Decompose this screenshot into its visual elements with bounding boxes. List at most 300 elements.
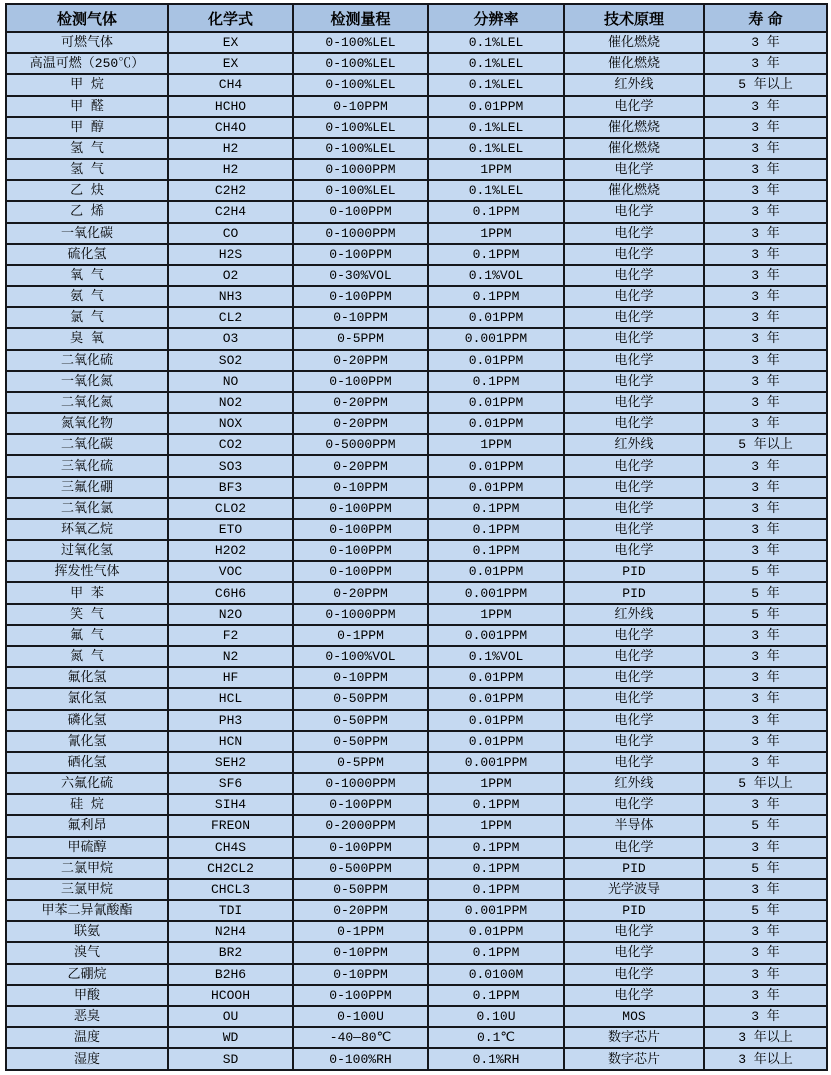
cell-chemical-formula: C2H4 [168,201,293,222]
cell-technology: 电化学 [564,350,704,371]
cell-gas-name: 六氟化硫 [6,773,168,794]
cell-gas-name: 二氧化氮 [6,392,168,413]
table-row [6,392,827,413]
cell-lifespan: 5 年 [704,561,827,582]
table-row [6,223,827,244]
header-lifespan: 寿 命 [704,4,827,32]
cell-gas-name: 环氧乙烷 [6,519,168,540]
cell-gas-name: 一氧化碳 [6,223,168,244]
cell-technology: 电化学 [564,688,704,709]
cell-gas-name: 硫化氢 [6,244,168,265]
cell-resolution: 0.1PPM [428,540,564,561]
cell-lifespan: 5 年 [704,582,827,603]
cell-technology: 催化燃烧 [564,138,704,159]
cell-technology: 催化燃烧 [564,117,704,138]
cell-resolution: 0.01PPM [428,96,564,117]
cell-technology: 电化学 [564,625,704,646]
cell-lifespan: 3 年 [704,1006,827,1027]
cell-technology: 电化学 [564,96,704,117]
cell-lifespan: 5 年以上 [704,74,827,95]
cell-detection-range: 0-100%LEL [293,180,428,201]
cell-lifespan: 3 年 [704,498,827,519]
cell-technology: 电化学 [564,244,704,265]
cell-lifespan: 3 年 [704,794,827,815]
table-row [6,328,827,349]
cell-gas-name: 三氯甲烷 [6,879,168,900]
cell-lifespan: 3 年 [704,265,827,286]
cell-lifespan: 3 年 [704,837,827,858]
cell-chemical-formula: SO3 [168,455,293,476]
cell-gas-name: 三氧化硫 [6,455,168,476]
cell-chemical-formula: CLO2 [168,498,293,519]
table-row [6,985,827,1006]
cell-lifespan: 3 年 [704,752,827,773]
table-row [6,1048,827,1070]
cell-gas-name: 二氧化氯 [6,498,168,519]
cell-resolution: 0.0100M [428,964,564,985]
cell-gas-name: 甲酸 [6,985,168,1006]
cell-gas-name: 甲 烷 [6,74,168,95]
cell-gas-name: 联氨 [6,921,168,942]
cell-lifespan: 3 年 [704,371,827,392]
cell-resolution: 1PPM [428,434,564,455]
cell-technology: 电化学 [564,837,704,858]
table-row [6,498,827,519]
cell-resolution: 0.1%LEL [428,32,564,53]
cell-resolution: 0.01PPM [428,307,564,328]
cell-chemical-formula: BF3 [168,477,293,498]
cell-lifespan: 3 年 [704,117,827,138]
cell-detection-range: 0-30%VOL [293,265,428,286]
cell-detection-range: 0-100%LEL [293,53,428,74]
table-row [6,138,827,159]
cell-gas-name: 臭 氧 [6,328,168,349]
cell-technology: 电化学 [564,942,704,963]
cell-lifespan: 3 年 [704,138,827,159]
cell-chemical-formula: SIH4 [168,794,293,815]
cell-gas-name: 甲 苯 [6,582,168,603]
cell-chemical-formula: PH3 [168,710,293,731]
cell-detection-range: 0-100PPM [293,540,428,561]
cell-technology: 电化学 [564,710,704,731]
cell-lifespan: 3 年 [704,942,827,963]
cell-lifespan: 3 年 [704,328,827,349]
cell-lifespan: 3 年 [704,350,827,371]
cell-resolution: 0.1%LEL [428,180,564,201]
cell-gas-name: 氧 气 [6,265,168,286]
cell-gas-name: 甲 醇 [6,117,168,138]
cell-resolution: 0.01PPM [428,413,564,434]
cell-technology: 数字芯片 [564,1027,704,1048]
cell-gas-name: 恶臭 [6,1006,168,1027]
cell-resolution: 0.01PPM [428,731,564,752]
cell-detection-range: 0-20PPM [293,392,428,413]
table-row [6,413,827,434]
cell-resolution: 0.1PPM [428,244,564,265]
gas-sensor-spec-table-wrap [5,3,826,1071]
cell-technology: 电化学 [564,477,704,498]
cell-lifespan: 3 年 [704,646,827,667]
cell-gas-name: 甲 醛 [6,96,168,117]
table-row [6,688,827,709]
cell-lifespan: 5 年 [704,815,827,836]
cell-technology: 电化学 [564,413,704,434]
table-row [6,286,827,307]
cell-chemical-formula: N2O [168,604,293,625]
cell-lifespan: 3 年 [704,667,827,688]
cell-chemical-formula: SF6 [168,773,293,794]
cell-chemical-formula: O2 [168,265,293,286]
cell-technology: 电化学 [564,371,704,392]
cell-technology: 电化学 [564,964,704,985]
cell-detection-range: 0-10PPM [293,667,428,688]
cell-resolution: 1PPM [428,604,564,625]
cell-resolution: 0.1%VOL [428,646,564,667]
cell-technology: 电化学 [564,731,704,752]
cell-detection-range: 0-10PPM [293,942,428,963]
cell-technology: 电化学 [564,328,704,349]
cell-resolution: 0.1PPM [428,371,564,392]
cell-lifespan: 3 年 [704,307,827,328]
cell-resolution: 1PPM [428,159,564,180]
cell-resolution: 0.1PPM [428,858,564,879]
cell-gas-name: 乙 烯 [6,201,168,222]
table-row [6,794,827,815]
cell-chemical-formula: HCN [168,731,293,752]
table-row [6,773,827,794]
cell-resolution: 1PPM [428,223,564,244]
cell-detection-range: 0-100U [293,1006,428,1027]
cell-detection-range: 0-5PPM [293,328,428,349]
table-row [6,858,827,879]
cell-chemical-formula: C6H6 [168,582,293,603]
cell-gas-name: 硅 烷 [6,794,168,815]
cell-technology: 电化学 [564,286,704,307]
cell-lifespan: 3 年 [704,964,827,985]
cell-detection-range: 0-1000PPM [293,604,428,625]
cell-resolution: 0.1PPM [428,794,564,815]
header-resolution: 分辨率 [428,4,564,32]
cell-detection-range: 0-50PPM [293,731,428,752]
cell-lifespan: 3 年 [704,159,827,180]
cell-chemical-formula: WD [168,1027,293,1048]
cell-gas-name: 氟利昂 [6,815,168,836]
cell-technology: 电化学 [564,392,704,413]
cell-gas-name: 氟化氢 [6,667,168,688]
cell-chemical-formula: CH4 [168,74,293,95]
cell-chemical-formula: OU [168,1006,293,1027]
cell-gas-name: 二氧化碳 [6,434,168,455]
cell-lifespan: 3 年 [704,201,827,222]
cell-chemical-formula: HCOOH [168,985,293,1006]
table-row [6,900,827,921]
cell-technology: 电化学 [564,265,704,286]
cell-chemical-formula: SD [168,1048,293,1070]
table-row [6,244,827,265]
cell-lifespan: 3 年 [704,477,827,498]
cell-chemical-formula: NH3 [168,286,293,307]
cell-resolution: 0.1PPM [428,286,564,307]
cell-chemical-formula: H2O2 [168,540,293,561]
cell-detection-range: 0-10PPM [293,307,428,328]
cell-technology: 电化学 [564,223,704,244]
cell-lifespan: 5 年 [704,900,827,921]
cell-gas-name: 可燃气体 [6,32,168,53]
cell-lifespan: 5 年以上 [704,773,827,794]
cell-gas-name: 三氟化硼 [6,477,168,498]
cell-detection-range: 0-100PPM [293,985,428,1006]
cell-detection-range: 0-100PPM [293,498,428,519]
cell-detection-range: 0-1000PPM [293,773,428,794]
cell-detection-range: 0-1PPM [293,625,428,646]
cell-resolution: 0.01PPM [428,455,564,476]
table-row [6,117,827,138]
cell-technology: PID [564,561,704,582]
cell-detection-range: 0-1000PPM [293,223,428,244]
table-row [6,519,827,540]
table-row [6,434,827,455]
cell-detection-range: 0-100%LEL [293,32,428,53]
cell-resolution: 0.01PPM [428,688,564,709]
cell-detection-range: 0-1PPM [293,921,428,942]
cell-chemical-formula: F2 [168,625,293,646]
table-row [6,74,827,95]
cell-resolution: 0.1PPM [428,942,564,963]
cell-lifespan: 3 年 [704,519,827,540]
cell-gas-name: 温度 [6,1027,168,1048]
cell-gas-name: 甲苯二异氰酸酯 [6,900,168,921]
cell-lifespan: 3 年以上 [704,1027,827,1048]
cell-detection-range: 0-5000PPM [293,434,428,455]
table-row [6,964,827,985]
table-row [6,307,827,328]
cell-technology: 电化学 [564,540,704,561]
cell-gas-name: 一氧化氮 [6,371,168,392]
cell-gas-name: 高温可燃（250℃） [6,53,168,74]
table-row [6,96,827,117]
cell-gas-name: 硒化氢 [6,752,168,773]
cell-resolution: 0.1%LEL [428,53,564,74]
cell-gas-name: 氢 气 [6,159,168,180]
cell-resolution: 0.1PPM [428,985,564,1006]
cell-gas-name: 挥发性气体 [6,561,168,582]
cell-chemical-formula: EX [168,32,293,53]
cell-chemical-formula: NOX [168,413,293,434]
table-row [6,1027,827,1048]
cell-technology: 催化燃烧 [564,180,704,201]
cell-lifespan: 3 年 [704,540,827,561]
cell-resolution: 1PPM [428,773,564,794]
cell-chemical-formula: CH2CL2 [168,858,293,879]
table-row [6,265,827,286]
table-row [6,837,827,858]
table-body [6,32,827,1070]
table-row [6,53,827,74]
cell-chemical-formula: C2H2 [168,180,293,201]
cell-lifespan: 5 年以上 [704,434,827,455]
cell-gas-name: 乙 炔 [6,180,168,201]
table-row [6,477,827,498]
cell-lifespan: 3 年 [704,710,827,731]
cell-resolution: 0.01PPM [428,350,564,371]
cell-gas-name: 湿度 [6,1048,168,1070]
cell-technology: 电化学 [564,752,704,773]
cell-lifespan: 3 年 [704,625,827,646]
table-row [6,752,827,773]
cell-chemical-formula: CL2 [168,307,293,328]
cell-resolution: 1PPM [428,815,564,836]
cell-technology: 光学波导 [564,879,704,900]
header-detection-range: 检测量程 [293,4,428,32]
cell-lifespan: 3 年 [704,392,827,413]
cell-gas-name: 氮氧化物 [6,413,168,434]
cell-gas-name: 笑 气 [6,604,168,625]
cell-technology: 催化燃烧 [564,53,704,74]
cell-chemical-formula: HCL [168,688,293,709]
cell-technology: 催化燃烧 [564,32,704,53]
table-row [6,350,827,371]
cell-resolution: 0.1PPM [428,201,564,222]
cell-detection-range: 0-20PPM [293,900,428,921]
table-row [6,32,827,53]
cell-chemical-formula: O3 [168,328,293,349]
cell-chemical-formula: ETO [168,519,293,540]
cell-technology: 电化学 [564,667,704,688]
cell-technology: 红外线 [564,604,704,625]
table-row [6,159,827,180]
cell-gas-name: 磷化氢 [6,710,168,731]
cell-chemical-formula: CH4S [168,837,293,858]
cell-resolution: 0.1%RH [428,1048,564,1070]
cell-resolution: 0.001PPM [428,900,564,921]
cell-detection-range: 0-50PPM [293,688,428,709]
cell-lifespan: 3 年 [704,413,827,434]
cell-detection-range: 0-100PPM [293,371,428,392]
cell-chemical-formula: H2 [168,138,293,159]
cell-resolution: 0.01PPM [428,392,564,413]
cell-chemical-formula: B2H6 [168,964,293,985]
cell-technology: 电化学 [564,307,704,328]
cell-resolution: 0.001PPM [428,582,564,603]
cell-lifespan: 3 年 [704,731,827,752]
cell-detection-range: 0-100%LEL [293,74,428,95]
cell-technology: PID [564,858,704,879]
cell-lifespan: 3 年 [704,223,827,244]
table-row [6,604,827,625]
cell-detection-range: 0-20PPM [293,582,428,603]
cell-detection-range: 0-100PPM [293,244,428,265]
cell-chemical-formula: CO [168,223,293,244]
cell-chemical-formula: FREON [168,815,293,836]
cell-resolution: 0.01PPM [428,710,564,731]
table-row [6,942,827,963]
cell-gas-name: 氨 气 [6,286,168,307]
cell-detection-range: 0-100%VOL [293,646,428,667]
cell-lifespan: 3 年 [704,879,827,900]
cell-lifespan: 3 年 [704,286,827,307]
cell-resolution: 0.001PPM [428,752,564,773]
cell-gas-name: 二氯甲烷 [6,858,168,879]
cell-lifespan: 5 年 [704,858,827,879]
cell-technology: MOS [564,1006,704,1027]
table-row [6,710,827,731]
cell-gas-name: 氯化氢 [6,688,168,709]
cell-chemical-formula: SO2 [168,350,293,371]
cell-lifespan: 3 年 [704,985,827,1006]
cell-chemical-formula: HF [168,667,293,688]
cell-technology: 电化学 [564,519,704,540]
cell-detection-range: 0-500PPM [293,858,428,879]
cell-technology: 半导体 [564,815,704,836]
cell-gas-name: 氢 气 [6,138,168,159]
cell-resolution: 0.01PPM [428,667,564,688]
cell-chemical-formula: CH4O [168,117,293,138]
cell-resolution: 0.1℃ [428,1027,564,1048]
cell-detection-range: 0-2000PPM [293,815,428,836]
cell-detection-range: 0-100PPM [293,286,428,307]
cell-detection-range: 0-50PPM [293,710,428,731]
cell-technology: 电化学 [564,498,704,519]
cell-technology: 数字芯片 [564,1048,704,1070]
cell-technology: 电化学 [564,985,704,1006]
cell-resolution: 0.01PPM [428,477,564,498]
cell-detection-range: -40—80℃ [293,1027,428,1048]
header-chemical-formula: 化学式 [168,4,293,32]
cell-detection-range: 0-20PPM [293,350,428,371]
cell-chemical-formula: NO [168,371,293,392]
cell-chemical-formula: HCHO [168,96,293,117]
cell-detection-range: 0-100PPM [293,201,428,222]
cell-resolution: 0.01PPM [428,921,564,942]
cell-technology: 电化学 [564,794,704,815]
cell-lifespan: 3 年 [704,921,827,942]
cell-chemical-formula: N2H4 [168,921,293,942]
cell-detection-range: 0-100PPM [293,794,428,815]
cell-technology: 电化学 [564,201,704,222]
cell-technology: PID [564,582,704,603]
cell-detection-range: 0-10PPM [293,477,428,498]
table-row [6,180,827,201]
cell-resolution: 0.1%LEL [428,74,564,95]
cell-chemical-formula: SEH2 [168,752,293,773]
cell-chemical-formula: BR2 [168,942,293,963]
cell-detection-range: 0-5PPM [293,752,428,773]
table-row [6,646,827,667]
table-row [6,371,827,392]
table-row [6,625,827,646]
cell-gas-name: 氯 气 [6,307,168,328]
cell-gas-name: 乙硼烷 [6,964,168,985]
table-row [6,731,827,752]
table-row [6,667,827,688]
table-row [6,582,827,603]
cell-chemical-formula: CO2 [168,434,293,455]
gas-sensor-spec-table [5,3,828,1071]
cell-detection-range: 0-20PPM [293,413,428,434]
cell-gas-name: 氮 气 [6,646,168,667]
cell-resolution: 0.001PPM [428,328,564,349]
cell-detection-range: 0-20PPM [293,455,428,476]
cell-gas-name: 过氧化氢 [6,540,168,561]
cell-gas-name: 氟 气 [6,625,168,646]
cell-lifespan: 3 年以上 [704,1048,827,1070]
cell-gas-name: 甲硫醇 [6,837,168,858]
cell-lifespan: 3 年 [704,96,827,117]
cell-detection-range: 0-100PPM [293,561,428,582]
cell-gas-name: 溴气 [6,942,168,963]
cell-resolution: 0.10U [428,1006,564,1027]
cell-resolution: 0.1%LEL [428,138,564,159]
